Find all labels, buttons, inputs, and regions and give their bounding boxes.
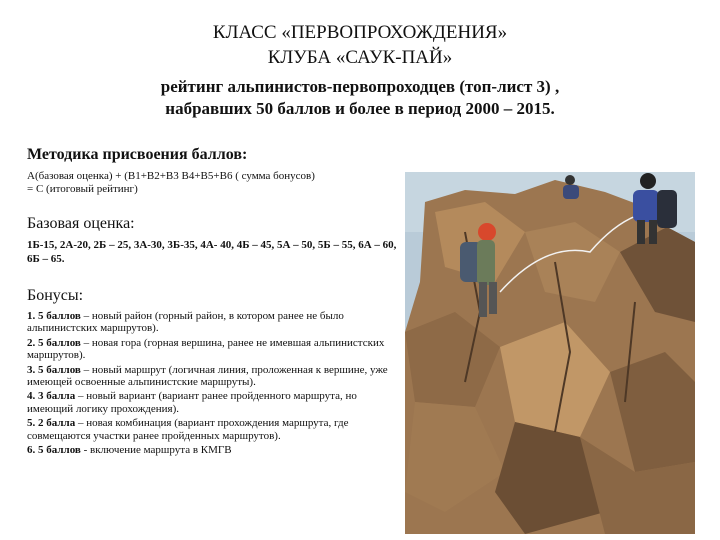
slide-subtitle xyxy=(100,76,620,120)
method-formula xyxy=(27,170,397,196)
subtitle-line-2: набравших 50 баллов и более в период 2000 – 2015. xyxy=(165,99,555,118)
bonus-points: 1. 5 баллов xyxy=(27,310,81,322)
bonus-description: – новая гора (горная вершина, ранее не имевшая альпинистских маршрутов). xyxy=(27,336,385,362)
method-formula-line-1: А(базовая оценка) + (B1+B2+B3 B4+B5+B6 ( сумма бонусов) xyxy=(27,170,315,182)
bonus-points: 6. 5 баллов xyxy=(27,444,81,457)
base-heading: Базовая оценка: xyxy=(27,215,135,232)
bonus-points: 3. 5 баллов xyxy=(27,363,81,376)
method-heading: Методика присвоения баллов: xyxy=(27,146,248,163)
bonus-item xyxy=(27,310,395,335)
bonus-heading: Бонусы: xyxy=(27,287,84,304)
climbers-photo xyxy=(405,172,695,534)
bonus-item xyxy=(27,390,395,415)
bonus-list xyxy=(27,310,395,458)
subtitle-line-1: рейтинг альпинистов-первопроходцев (топ-лист 3) , xyxy=(160,77,560,96)
bonus-points: 4. 3 балла xyxy=(27,390,76,403)
bonus-description: - включение маршрута в КМГВ xyxy=(80,444,232,457)
bonus-item xyxy=(27,337,395,362)
rock-climbing-illustration xyxy=(405,172,695,534)
bonus-points: 5. 2 балла xyxy=(27,417,76,430)
bonus-description: – новая комбинация (вариант прохождения маршрута, где совмещаются участки ранее пройденных маршрутов). xyxy=(27,417,349,442)
bonus-points: 2. 5 баллов xyxy=(27,336,81,349)
title-line-2: КЛУБА «САУК-ПАЙ» xyxy=(267,47,453,68)
method-formula-line-2: = С (итоговый рейтинг) xyxy=(27,183,138,195)
bonus-description: – новый маршрут (логичная линия, проложенная к вершине, уже имеющей освоенные альпинистские маршруты). xyxy=(27,363,388,389)
bonus-item xyxy=(27,417,395,442)
bonus-description: – новый вариант (вариант ранее пройденного маршрута, но имеющий логику прохождения). xyxy=(27,390,357,415)
bonus-item xyxy=(27,444,395,456)
bonus-description: – новый район (горный район, в котором ранее не было альпинистских маршрутов). xyxy=(27,310,344,335)
slide-title xyxy=(140,20,580,70)
base-scores: 1Б-15, 2А-20, 2Б – 25, 3А-30, 3Б-35, 4А- 40, 4Б – 45, 5А – 50, 5Б – 55, 6А – 60, 6Б – 65. xyxy=(27,239,397,265)
title-line-1: КЛАСС «ПЕРВОПРОХОЖДЕНИЯ» xyxy=(212,22,508,43)
bonus-item xyxy=(27,364,395,389)
